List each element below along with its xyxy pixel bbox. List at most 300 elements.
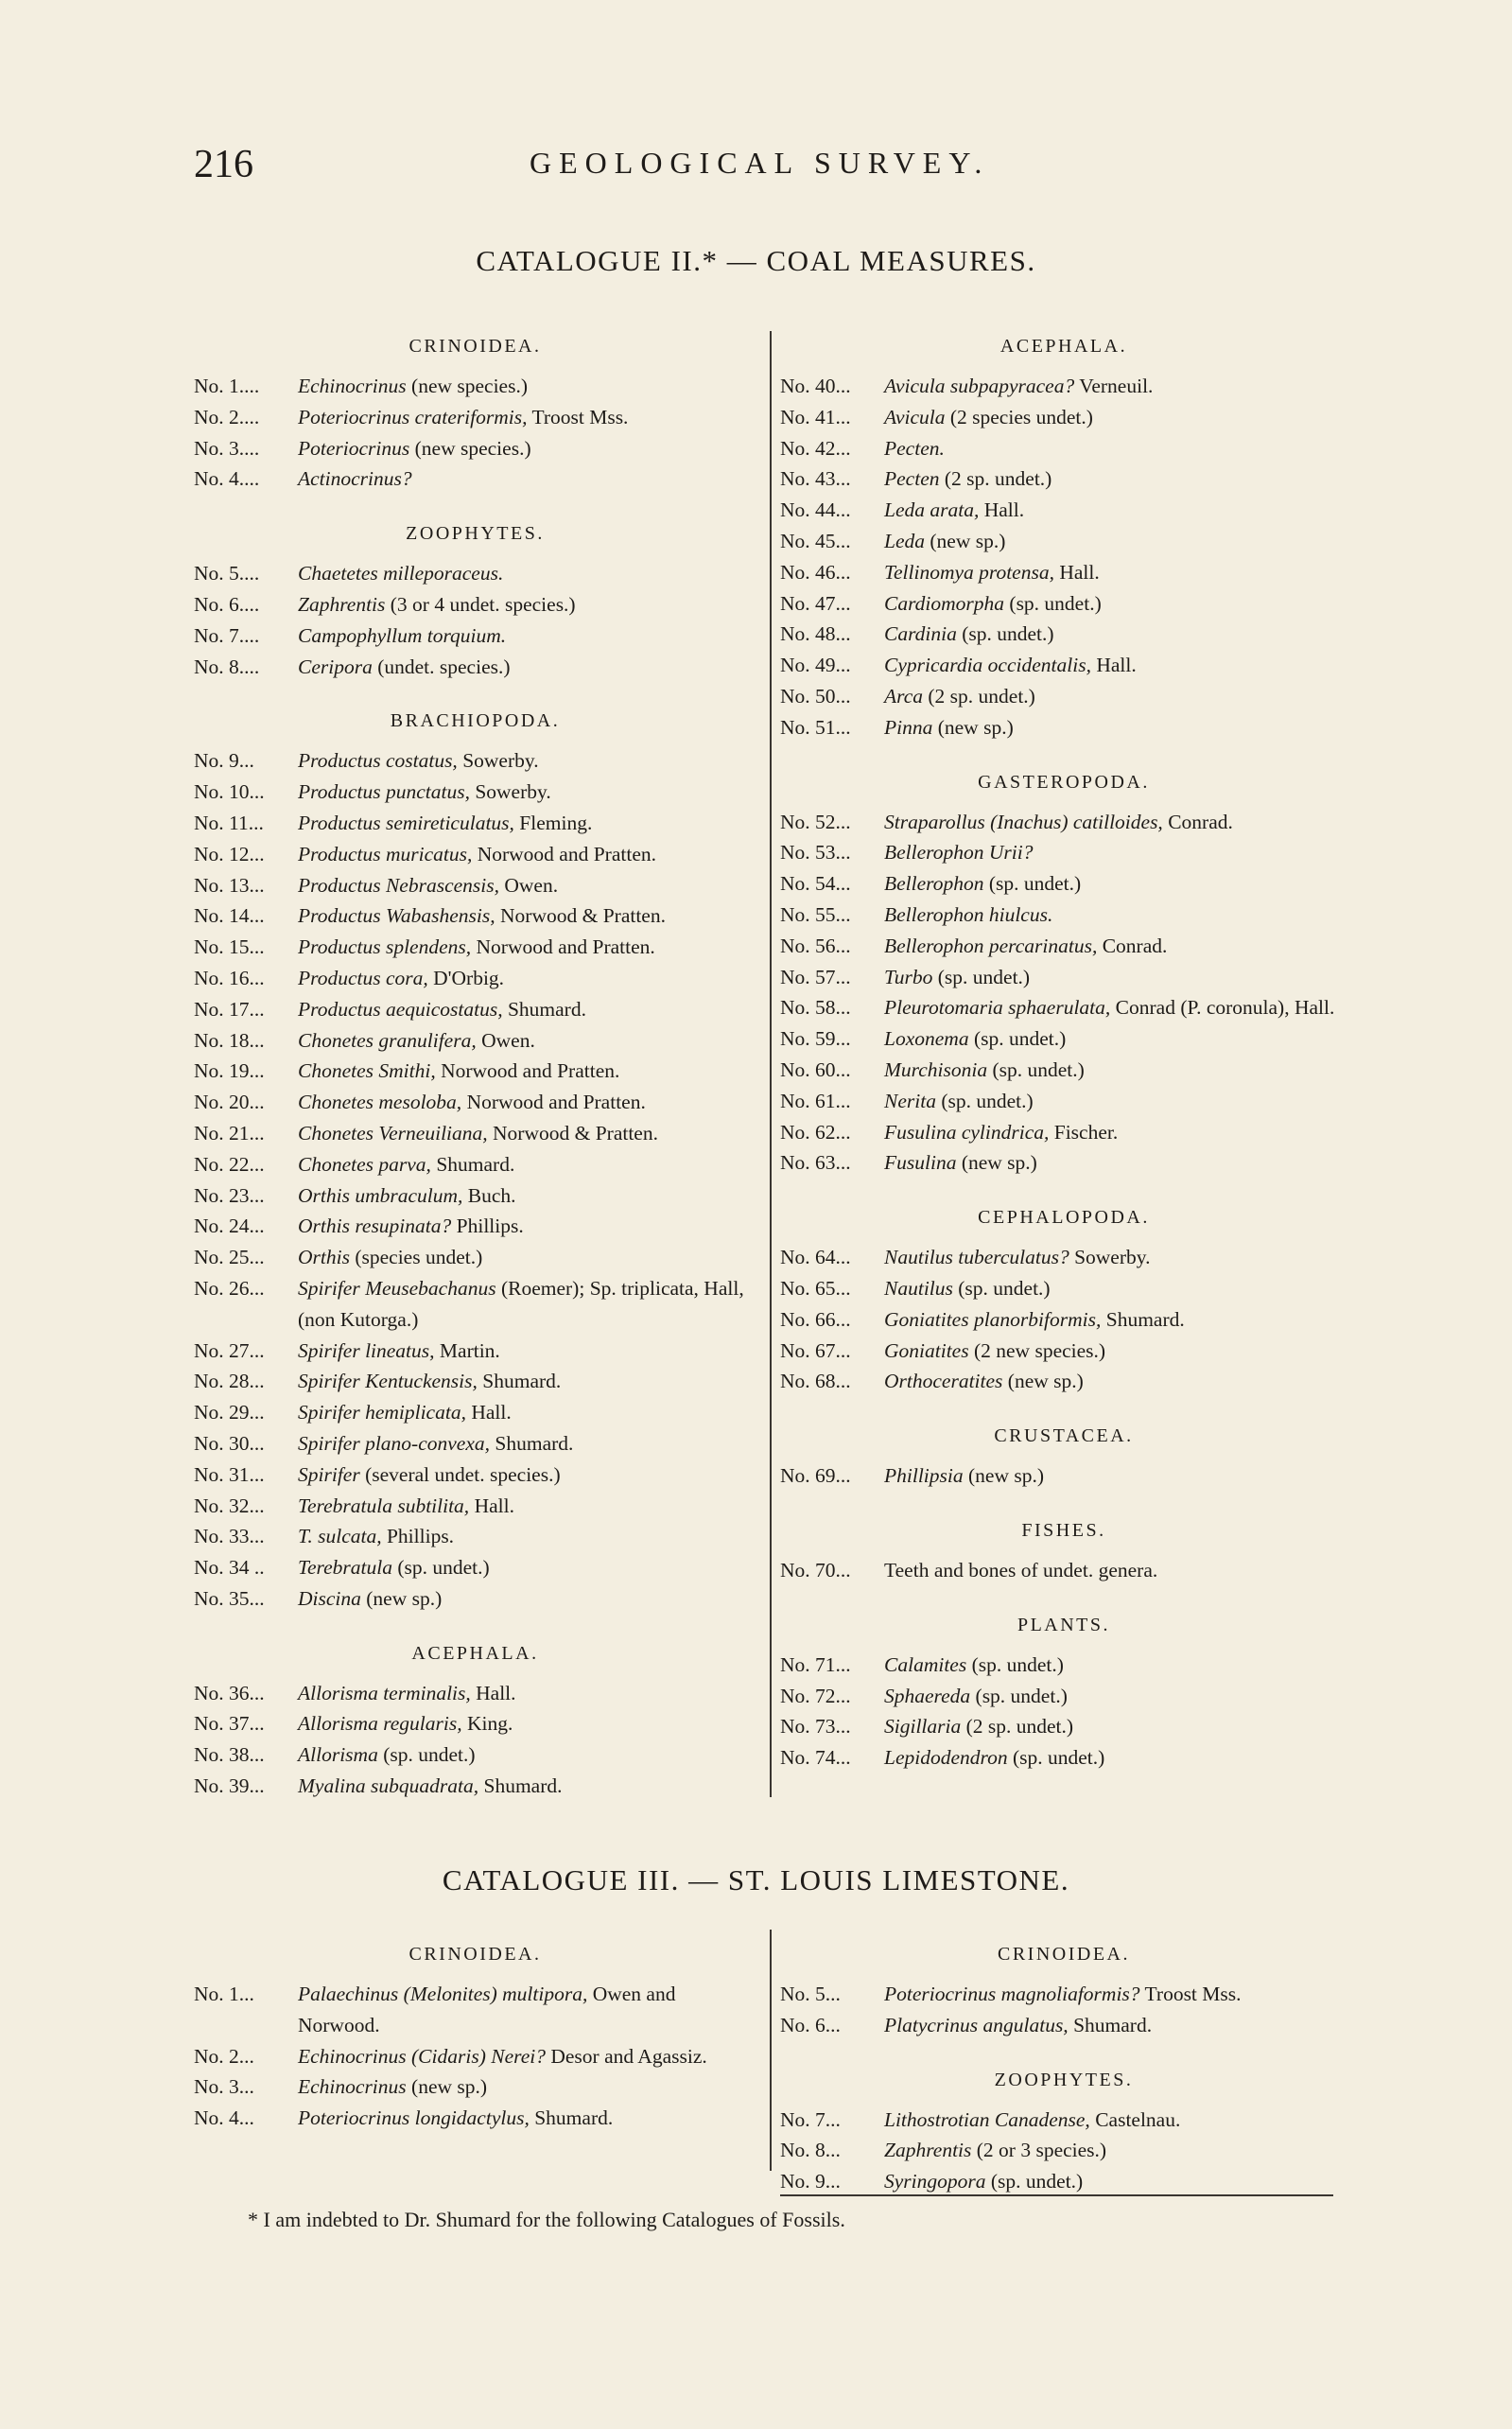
species-name: Allorisma regularis, — [298, 1712, 462, 1736]
catalogue-entry — [780, 807, 1347, 838]
entry-number: No. 38... — [194, 1743, 265, 1767]
species-name: Nautilus tuberculatus? — [884, 1246, 1069, 1269]
entry-number: No. 7.... — [194, 623, 260, 647]
entry-remark: (2 new species.) — [968, 1338, 1106, 1362]
section-heading: CRINOIDEA. — [408, 336, 542, 357]
entry-remark: (sp. undet.) — [968, 1027, 1067, 1051]
species-name: Ceripora — [298, 655, 373, 678]
species-name: Myalina subquadrata, — [298, 1774, 479, 1798]
catalogue-entry — [194, 1056, 756, 1087]
entry-number: No. 55... — [780, 902, 851, 926]
entry-number: No. 26... — [194, 1276, 265, 1300]
entry-remark: Troost Mss. — [1139, 1983, 1242, 2005]
section-heading: PLANTS. — [1017, 1614, 1111, 1635]
entry-number: No. 19... — [194, 1059, 265, 1083]
species-name: Productus semireticulatus, — [298, 811, 514, 834]
entry-number: No. 20... — [194, 1091, 265, 1114]
entry-number: No. 48... — [780, 622, 851, 646]
species-name: Allorisma terminalis, — [298, 1681, 471, 1704]
catalogue-entry — [194, 1739, 756, 1771]
catalogue-entry — [194, 1118, 756, 1149]
catalogue-entry — [194, 1459, 756, 1491]
species-name: Discina — [298, 1586, 361, 1610]
entry-remark: Owen. — [499, 873, 559, 897]
catalogue-entry — [194, 1211, 756, 1242]
species-name: Chaetetes milleporaceus. — [298, 562, 504, 585]
entry-remark: Conrad (P. coronula), Hall. — [1110, 996, 1335, 1020]
catalogue-entry — [780, 433, 1347, 464]
entry-number: No. 64... — [780, 1246, 851, 1269]
entry-remark: Norwood and Pratten. — [435, 1059, 620, 1083]
catalogue-entry — [194, 1336, 756, 1367]
catalogue-3-left-column — [194, 1944, 756, 2134]
entry-number: No. 11... — [194, 811, 264, 834]
entry-number: No. 12... — [194, 842, 265, 865]
catalogue-entry — [194, 589, 756, 620]
entry-remark: Martin. — [434, 1338, 500, 1362]
entry-number: No. 47... — [780, 591, 851, 615]
entry-number: No. 45... — [780, 529, 851, 552]
catalogue-entry — [780, 712, 1347, 743]
entry-remark: (sp. undet.) — [1007, 1746, 1105, 1770]
catalogue-3-title: CATALOGUE III. — ST. LOUIS LIMESTONE. — [442, 1863, 1070, 1896]
catalogue-entry — [780, 557, 1347, 588]
species-name: Pecten — [884, 467, 940, 491]
entry-number: No. 33... — [194, 1525, 265, 1548]
entry-number: No. 52... — [780, 810, 851, 833]
species-name: Campophyllum torquium. — [298, 623, 507, 647]
species-name: Murchisonia — [884, 1057, 988, 1081]
species-name: Platycrinus angulatus, — [884, 2013, 1069, 2036]
species-name: Pecten. — [884, 436, 945, 460]
entry-number: No. 56... — [780, 934, 851, 957]
catalogue-entry — [194, 1552, 756, 1583]
species-name: Allorisma — [298, 1743, 378, 1767]
catalogue-entry — [780, 2010, 1347, 2041]
species-name: Productus Wabashensis, — [298, 904, 495, 928]
catalogue-entry — [194, 1180, 756, 1212]
species-name: Productus aequicostatus, — [298, 997, 503, 1021]
entry-number: No. 29... — [194, 1401, 265, 1424]
species-name: Echinocrinus — [298, 375, 407, 397]
entry-remark: Hall. — [469, 1494, 514, 1517]
species-name: Poteriocrinus magnoliaformis? — [884, 1983, 1140, 2005]
entry-number: No. 35... — [194, 1586, 265, 1610]
entry-remark: Buch. — [462, 1183, 516, 1207]
catalogue-entry — [780, 526, 1347, 557]
entry-remark: Shumard. — [502, 997, 586, 1021]
entry-number: No. 27... — [194, 1338, 265, 1362]
entry-number: No. 16... — [194, 966, 265, 989]
species-name: Poteriocrinus — [298, 436, 410, 460]
entry-number: No. 24... — [194, 1214, 265, 1238]
species-name: Productus muricatus, — [298, 842, 473, 865]
species-name: Pinna — [884, 715, 933, 739]
entry-number: No. 22... — [194, 1152, 265, 1176]
entry-remark: Shumard. — [1101, 1307, 1185, 1331]
section-heading: CRINOIDEA. — [408, 1944, 542, 1965]
species-name: Goniatites planorbiformis, — [884, 1307, 1102, 1331]
catalogue-entry — [780, 1555, 1347, 1586]
entry-remark: (undet. species.) — [372, 655, 511, 678]
species-name: Cardinia — [884, 622, 957, 646]
catalogue-entry — [194, 777, 756, 808]
species-name: Poteriocrinus longidactylus, — [298, 2106, 530, 2130]
species-name: Productus costatus, — [298, 749, 458, 773]
entry-number: No. 50... — [780, 684, 851, 708]
entry-remark: Verneuil. — [1074, 375, 1154, 397]
entry-number: No. 57... — [780, 965, 851, 988]
catalogue-entry — [194, 371, 756, 402]
entry-number: No. 25... — [194, 1246, 265, 1269]
species-name: Arca — [884, 684, 923, 708]
catalogue-entry — [780, 931, 1347, 962]
species-name: Orthis — [298, 1246, 350, 1269]
species-name: Syringopora — [884, 2170, 986, 2193]
catalogue-entry — [194, 2103, 756, 2134]
catalogue-entry — [780, 650, 1347, 681]
catalogue-entry — [780, 1023, 1347, 1055]
entry-remark: (sp. undet.) — [935, 1089, 1034, 1112]
entry-remark: (new sp.) — [963, 1464, 1045, 1488]
entry-remark: (new sp.) — [360, 1586, 443, 1610]
entry-remark: (species undet.) — [349, 1246, 483, 1269]
catalogue-entry — [780, 1242, 1347, 1273]
entry-remark: (new sp.) — [932, 715, 1014, 739]
species-name: Sigillaria — [884, 1715, 962, 1739]
catalogue-entry — [194, 1521, 756, 1552]
species-name: Productus Nebrascensis, — [298, 873, 499, 897]
entry-number: No. 28... — [194, 1370, 265, 1393]
entry-remark: (Roemer); Sp. triplicata, Hall, (non Kutorga.) — [298, 1276, 744, 1331]
species-name: Chonetes mesoloba, — [298, 1091, 462, 1114]
entry-number: No. 74... — [780, 1746, 851, 1770]
catalogue-entry — [780, 371, 1347, 402]
catalogue-2-left-column — [194, 336, 756, 1802]
species-name: Tellinomya protensa, — [884, 560, 1054, 584]
catalogue-entry — [780, 1650, 1347, 1681]
entry-number: No. 18... — [194, 1028, 265, 1052]
entry-number: No. 53... — [780, 841, 851, 865]
species-name: Productus punctatus, — [298, 780, 470, 804]
entry-number: No. 71... — [780, 1652, 851, 1676]
entry-number: No. 68... — [780, 1370, 851, 1393]
entry-number: No. 46... — [780, 560, 851, 584]
entry-number: No. 62... — [780, 1120, 851, 1144]
entry-remark: (several undet. species.) — [359, 1462, 561, 1486]
species-name: Terebratula — [298, 1556, 392, 1580]
entry-number: No. 8.... — [194, 655, 260, 678]
section-heading: BRACHIOPODA. — [390, 710, 561, 732]
catalogue-entry — [780, 962, 1347, 993]
entry-remark: Shumard. — [490, 1431, 574, 1455]
catalogue-entry — [194, 2041, 756, 2072]
entry-remark: Norwood & Pratten. — [487, 1121, 658, 1145]
catalogue-entry — [194, 1087, 756, 1118]
species-name: Chonetes parva, — [298, 1152, 431, 1176]
species-name: Orthis umbraculum, — [298, 1183, 463, 1207]
catalogue-entry — [780, 2105, 1347, 2136]
species-name: Fusulina — [884, 1151, 957, 1175]
catalogue-entry — [194, 1366, 756, 1397]
entry-number: No. 63... — [780, 1151, 851, 1175]
entry-number: No. 4.... — [194, 467, 260, 491]
entry-number: No. 73... — [780, 1715, 851, 1739]
entry-number: No. 14... — [194, 904, 265, 928]
species-name: Productus splendens, — [298, 935, 472, 959]
entry-number: No. 40... — [780, 375, 851, 397]
species-name: Spirifer hemiplicata, — [298, 1401, 466, 1424]
catalogue-entry — [780, 1681, 1347, 1712]
entry-remark: (sp. undet.) — [952, 1276, 1051, 1300]
entry-remark: Conrad. — [1162, 810, 1233, 833]
entry-remark: Shumard. — [477, 1370, 562, 1393]
entry-remark: (sp. undet.) — [1004, 591, 1102, 615]
species-name: Cypricardia occidentalis, — [884, 654, 1091, 677]
species-name: Lepidodendron — [884, 1746, 1008, 1770]
entry-number: No. 61... — [780, 1089, 851, 1112]
entry-number: No. 10... — [194, 780, 265, 804]
entry-remark: Sowerby. — [1069, 1246, 1151, 1269]
entry-remark: (new sp.) — [956, 1151, 1037, 1175]
entry-remark: Hall. — [1053, 560, 1100, 584]
entry-number: No. 49... — [780, 654, 851, 677]
entry-number: No. 23... — [194, 1183, 265, 1207]
species-name: Avicula subpapyracea? — [884, 375, 1075, 397]
catalogue-entry — [194, 558, 756, 589]
catalogue-entry — [780, 1117, 1347, 1148]
species-name: Zaphrentis — [298, 592, 386, 616]
entry-remark: Hall. — [1090, 654, 1137, 677]
entry-remark: (new sp.) — [406, 2075, 488, 2099]
catalogue-entry — [780, 495, 1347, 526]
catalogue-entry — [194, 1979, 756, 2041]
entry-remark: Owen and Norwood. — [298, 1983, 676, 2036]
entry-number: No. 60... — [780, 1057, 851, 1081]
entry-number: No. 67... — [780, 1338, 851, 1362]
species-name: Leda arata, — [884, 498, 980, 522]
entry-number: No. 2... — [194, 2044, 254, 2068]
catalogue-entry — [194, 1149, 756, 1180]
entry-remark: Sowerby. — [469, 780, 551, 804]
catalogue-entry — [780, 1460, 1347, 1492]
catalogue-entry — [194, 1397, 756, 1428]
species-name: Chonetes Smithi, — [298, 1059, 436, 1083]
entry-number: No. 9... — [194, 749, 254, 773]
column-divider — [770, 331, 772, 1797]
catalogue-entry — [780, 900, 1347, 931]
species-name: Sphaereda — [884, 1684, 971, 1707]
entry-remark: Norwood and Pratten. — [471, 935, 655, 959]
catalogue-entry — [194, 652, 756, 683]
catalogue-entry — [194, 1708, 756, 1739]
entry-remark: (2 sp. undet.) — [939, 467, 1052, 491]
entry-remark: Sowerby. — [457, 749, 539, 773]
catalogue-entry — [194, 900, 756, 932]
species-name: Spirifer Meusebachanus — [298, 1276, 496, 1300]
species-name: Orthoceratites — [884, 1370, 1003, 1393]
species-name: T. sulcata, — [298, 1525, 382, 1548]
entry-remark: (sp. undet.) — [985, 2170, 1084, 2193]
species-name: Palaechinus (Melonites) multipora, — [298, 1983, 588, 2005]
entry-remark: Phillips. — [381, 1525, 455, 1548]
section-heading: ACEPHALA. — [411, 1642, 539, 1664]
entry-number: No. 21... — [194, 1121, 265, 1145]
catalogue-entry — [780, 588, 1347, 620]
species-name: Spirifer lineatus, — [298, 1338, 435, 1362]
catalogue-entry — [194, 1583, 756, 1615]
entry-number: No. 37... — [194, 1712, 265, 1736]
catalogue-entry — [194, 1491, 756, 1522]
section-heading: FISHES. — [1021, 1519, 1106, 1541]
entry-remark: (sp. undet.) — [966, 1652, 1064, 1676]
catalogue-entry — [194, 402, 756, 433]
entry-remark: Norwood & Pratten. — [495, 904, 666, 928]
catalogue-entry — [194, 1025, 756, 1057]
species-name: Phillipsia — [884, 1464, 964, 1488]
entry-remark: Troost Mss. — [527, 405, 629, 428]
entry-number: No. 30... — [194, 1431, 265, 1455]
footnote-rule — [780, 2194, 1333, 2196]
entry-remark: Shumard. — [529, 2106, 614, 2130]
entry-number: No. 65... — [780, 1276, 851, 1300]
entry-number: No. 54... — [780, 872, 851, 896]
entry-remark: Hall. — [465, 1401, 512, 1424]
species-name: Spirifer Kentuckensis, — [298, 1370, 478, 1393]
catalogue-entry — [780, 2135, 1347, 2166]
species-name: Leda — [884, 529, 925, 552]
catalogue-entry — [780, 463, 1347, 495]
catalogue-entry — [780, 1336, 1347, 1367]
entry-remark: Conrad. — [1097, 934, 1168, 957]
species-name: Cardiomorpha — [884, 591, 1005, 615]
catalogue-entry — [194, 1771, 756, 1802]
species-name: Pleurotomaria sphaerulata, — [884, 996, 1111, 1020]
entry-number: No. 59... — [780, 1027, 851, 1051]
catalogue-entry — [780, 1147, 1347, 1179]
entry-number: No. 70... — [780, 1558, 851, 1581]
entry-number: No. 5... — [780, 1983, 841, 2005]
entry-remark: (2 sp. undet.) — [961, 1715, 1074, 1739]
catalogue-entry — [194, 620, 756, 652]
entry-remark: (3 or 4 undet. species.) — [385, 592, 576, 616]
entry-remark: Shumard. — [1068, 2013, 1153, 2036]
catalogue-2-title: CATALOGUE II.* — COAL MEASURES. — [476, 244, 1036, 277]
entry-number: No. 5.... — [194, 562, 260, 585]
species-name: Poteriocrinus crateriformis, — [298, 405, 528, 428]
entry-remark: Teeth and bones of undet. genera. — [884, 1558, 1158, 1581]
section-heading: ZOOPHYTES. — [994, 2069, 1134, 2090]
entry-number: No. 1.... — [194, 375, 260, 397]
entry-number: No. 15... — [194, 935, 265, 959]
species-name: Loxonema — [884, 1027, 969, 1051]
running-head — [194, 142, 1319, 199]
entry-remark: (new sp.) — [1002, 1370, 1084, 1393]
catalogue-entry — [780, 2166, 1347, 2197]
species-name: Straparollus (Inachus) catilloides, — [884, 810, 1163, 833]
running-title: GEOLOGICAL SURVEY. — [530, 146, 990, 180]
column-divider — [770, 1930, 772, 2171]
entry-number: No. 31... — [194, 1462, 265, 1486]
entry-number: No. 6.... — [194, 592, 260, 616]
species-name: Productus cora, — [298, 966, 428, 989]
entry-remark: Owen. — [476, 1028, 535, 1052]
section-heading: ACEPHALA. — [999, 336, 1128, 357]
entry-remark: (sp. undet.) — [983, 872, 1082, 896]
catalogue-entry — [194, 1428, 756, 1459]
entry-remark: (sp. undet.) — [970, 1684, 1068, 1707]
catalogue-entry — [194, 745, 756, 777]
species-name: Nerita — [884, 1089, 936, 1112]
entry-number: No. 44... — [780, 498, 851, 522]
catalogue-3-right-column — [780, 1944, 1347, 2197]
entry-remark: (new species.) — [406, 375, 529, 397]
catalogue-entry — [194, 1242, 756, 1273]
entry-remark: Shumard. — [478, 1774, 563, 1798]
species-name: Lithostrotian Canadense, — [884, 2107, 1090, 2131]
entry-number: No. 66... — [780, 1307, 851, 1331]
catalogue-entry — [780, 619, 1347, 650]
catalogue-entry — [780, 1979, 1347, 2010]
entry-number: No. 51... — [780, 715, 851, 739]
entry-remark: (2 species undet.) — [945, 405, 1093, 428]
catalogue-entry — [194, 2071, 756, 2103]
entry-remark: (sp. undet.) — [377, 1743, 476, 1767]
catalogue-entry — [194, 932, 756, 963]
catalogue-entry — [194, 1273, 756, 1336]
catalogue-entry — [194, 1678, 756, 1709]
entry-remark: (new sp.) — [925, 529, 1006, 552]
entry-number: No. 8... — [780, 2139, 841, 2162]
species-name: Actinocrinus? — [298, 467, 412, 491]
catalogue-entry — [780, 992, 1347, 1023]
entry-remark: Hall. — [979, 498, 1025, 522]
species-name: Bellerophon — [884, 872, 984, 896]
entry-remark: (2 sp. undet.) — [923, 684, 1035, 708]
section-heading: ZOOPHYTES. — [406, 523, 545, 545]
entry-number: No. 6... — [780, 2013, 841, 2036]
entry-remark: Fleming. — [513, 811, 593, 834]
catalogue-entry — [194, 433, 756, 464]
catalogue-entry — [780, 1366, 1347, 1397]
species-name: Fusulina cylindrica, — [884, 1120, 1050, 1144]
entry-remark: Phillips. — [451, 1214, 524, 1238]
entry-remark: (2 or 3 species.) — [971, 2139, 1107, 2162]
entry-number: No. 3... — [194, 2075, 254, 2099]
entry-remark: Norwood and Pratten. — [461, 1091, 646, 1114]
species-name: Zaphrentis — [884, 2139, 972, 2162]
catalogue-entry — [780, 1055, 1347, 1086]
catalogue-entry — [780, 681, 1347, 712]
species-name: Turbo — [884, 965, 933, 988]
species-name: Calamites — [884, 1652, 967, 1676]
catalogue-entry — [194, 963, 756, 994]
entry-number: No. 1... — [194, 1983, 254, 2005]
species-name: Echinocrinus — [298, 2075, 407, 2099]
entry-number: No. 2.... — [194, 405, 260, 428]
section-heading: CRINOIDEA. — [998, 1944, 1130, 1965]
entry-remark: Hall. — [470, 1681, 516, 1704]
entry-number: No. 34 .. — [194, 1556, 265, 1580]
catalogue-entry — [194, 870, 756, 901]
entry-number: No. 4... — [194, 2106, 254, 2130]
catalogue-entry — [780, 1304, 1347, 1336]
species-name: Bellerophon percarinatus, — [884, 934, 1098, 957]
entry-number: No. 32... — [194, 1494, 265, 1517]
species-name: Echinocrinus (Cidaris) Nerei? — [298, 2044, 546, 2068]
catalogue-entry — [194, 994, 756, 1025]
catalogue-2-right-column — [780, 336, 1347, 1774]
